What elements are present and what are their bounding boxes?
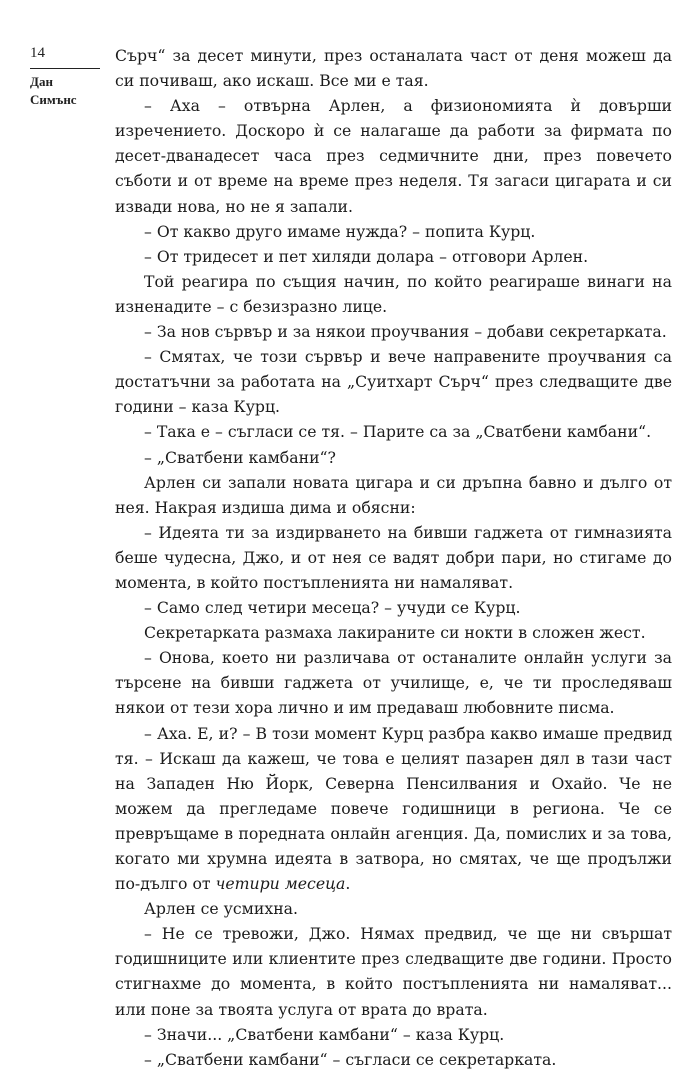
running-head-author-first: Дан <box>30 74 53 89</box>
paragraph: Той реагира по същия начин, по който реагираше винаги на изненадите – с безизразно лице. <box>115 271 672 316</box>
paragraph: – От тридесет и пет хиляди долара – отговори Арлен. <box>144 246 589 266</box>
body-text <box>115 43 672 1072</box>
paragraph: – Аха – отвърна Арлен, а физиономията ѝ довърши изречението. Доскоро ѝ се налагаше да работи за фирмата по десет-дванадесет часа през седмичните дни, през повечето съботи и от време на време през неделя. Тя загаси цигарата и си извади нова, но не я запали. <box>115 96 672 216</box>
paragraph: Секретарката размаха лакираните си нокти в сложен жест. <box>144 623 646 643</box>
paragraph: – „Сватбени камбани“ – съгласи се секретарката. <box>144 1049 557 1069</box>
paragraph: Сърч“ за десет минути, през останалата част от деня можеш да си почиваш, ако искаш. Все ми е тая. <box>115 46 672 91</box>
paragraph: – Значи... „Сватбени камбани“ – каза Курц. <box>144 1024 505 1044</box>
paragraph: – Идеята ти за издирването на бивши гаджета от гимназията беше чудесна, Джо, и от нея се вадят добри пари, но стигаме до момента, в който постъпленията ни намаляват. <box>115 522 672 592</box>
paragraph: – Не се тревожи, Джо. Нямах предвид, че ще ни свършат годишниците или клиентите през следващите две години. Просто стигнахме до момента, в който постъпленията ни намаляват... или поне за твоята услуга от врата до врата. <box>115 924 672 1019</box>
page-number: 14 <box>30 45 45 61</box>
paragraph: Арлен си запали новата цигара и си дръпна бавно и дълго от нея. Накрая издиша дима и обясни: <box>115 472 672 517</box>
paragraph: – „Сватбени камбани“? <box>144 447 336 467</box>
paragraph: – От какво друго имаме нужда? – попита Курц. <box>144 221 536 241</box>
page-margin <box>30 44 100 109</box>
paragraph: – Смятах, че този сървър и вече направените проучвания са достатъчни за работата на „Суитхарт Сърч“ през следващите две години – каза Курц. <box>115 347 672 417</box>
paragraph: – Онова, което ни различава от останалите онлайн услуги за търсене на бивши гаджета от училище, е, че ти проследяваш някои от тези хора лично и им предаваш любовните писма. <box>115 648 672 718</box>
margin-rule <box>30 68 100 69</box>
running-head <box>30 73 100 109</box>
paragraph <box>115 721 672 897</box>
paragraph-tail: . <box>345 874 351 894</box>
paragraph-text: – Аха. Е, и? – В този момент Курц разбра какво имаше предвид тя. – Искаш да кажеш, че това е целият пазарен дял в тази част на Западен Ню Йорк, Северна Пенсилвания и Охайо. Че не можем да прегледаме повече годишници в региона. Че се превръщаме в поредната онлайн агенция. Да, помислих и за това, когато ми хрумна идеята в затвора, но смятах, че ще продължи по-дълго от <box>115 723 672 894</box>
paragraph: – Така е – съгласи се тя. – Парите са за „Сватбени камбани“. <box>144 422 652 442</box>
running-head-author-last: Симънс <box>30 92 77 107</box>
paragraph: – Само след четири месеца? – учуди се Курц. <box>144 598 521 618</box>
italic-phrase: четири месеца <box>215 874 346 894</box>
paragraph: Арлен се усмихна. <box>144 899 298 919</box>
paragraph: – За нов сървър и за някои проучвания – добави секретарката. <box>144 322 667 342</box>
